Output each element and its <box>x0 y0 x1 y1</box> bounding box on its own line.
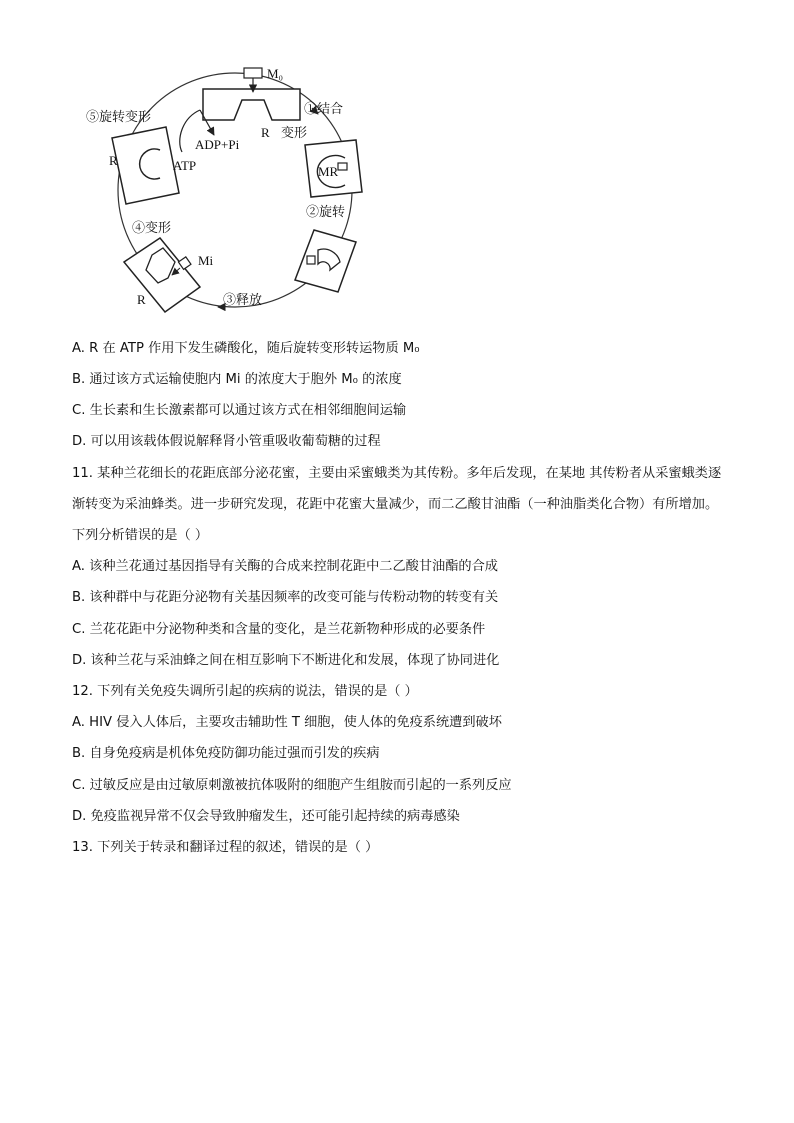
q11-option-c: C. 兰花花距中分泌物种类和含量的变化，是兰花新物种形成的必要条件 <box>72 622 486 637</box>
label-deform-top: 变形 <box>281 125 308 140</box>
q10-option-c: C. 生长素和生长激素都可以通过该方式在相邻细胞间运输 <box>72 403 407 418</box>
carrier-left <box>112 110 214 204</box>
m0-block <box>244 68 262 78</box>
q12-option-d: D. 免疫监视异常不仅会导致肿瘤发生，还可能引起持续的病毒感染 <box>72 809 460 824</box>
label-step5: ⑤旋转变形 <box>86 109 152 124</box>
label-r-top: R <box>261 125 270 140</box>
label-step1: ①结合 <box>304 101 344 116</box>
q11-option-a: A. 该种兰花通过基因指导有关酶的合成来控制花距中二乙酸甘油酯的合成 <box>72 559 498 574</box>
q12-option-b: B. 自身免疫病是机体免疫防御功能过强而引发的疾病 <box>72 746 380 761</box>
carrier-lower-right <box>295 230 356 292</box>
label-step2: ②旋转 <box>306 204 346 219</box>
q12-option-a: A. HIV 侵入人体后，主要攻击辅助性 T 细胞，使人体的免疫系统遭到破坏 <box>72 715 502 730</box>
q11-option-d: D. 该种兰花与采油蜂之间在相互影响下不断进化和发展，体现了协同进化 <box>72 653 500 668</box>
q10-option-a: A. R 在 ATP 作用下发生磷酸化，随后旋转变形转运物质 M₀ <box>72 341 420 356</box>
carrier-top <box>203 68 300 120</box>
label-adp: ADP+Pi <box>195 137 240 152</box>
q11-stem: 11. 某种兰花细长的花距底部分泌花蜜，主要由采蜜蛾类为其传粉。多年后发现，在某地 其传粉者从采蜜蛾类逐渐转变为采油蜂类。进一步研究发现，花距中花蜜大量减少，而二乙酸甘油酯（一种油脂类化合物）有所增加。下列分析错误的是（ ） <box>72 466 722 543</box>
q12-stem: 12. 下列有关免疫失调所引起的疾病的说法，错误的是（ ） <box>72 684 418 699</box>
carrier-cycle-diagram <box>60 58 390 328</box>
carrier-bottom-left <box>124 238 200 312</box>
label-mr: MR <box>318 164 339 179</box>
q11-option-b: B. 该种群中与花距分泌物有关基因频率的改变可能与传粉动物的转变有关 <box>72 590 499 605</box>
label-step4: ④变形 <box>132 220 172 235</box>
q10-option-b: B. 通过该方式运输使胞内 Mi 的浓度大于胞外 M₀ 的浓度 <box>72 372 402 387</box>
q10-option-d: D. 可以用该载体假说解释肾小管重吸收葡萄糖的过程 <box>72 434 381 449</box>
label-mi: Mi <box>198 253 214 268</box>
label-step3: ③释放 <box>223 292 263 307</box>
label-r-bottom: R <box>137 292 146 307</box>
label-m0: M₀ <box>267 66 284 81</box>
label-r-left: R <box>109 153 118 168</box>
q13-stem: 13. 下列关于转录和翻译过程的叙述，错误的是（ ） <box>72 840 379 855</box>
q12-option-c: C. 过敏反应是由过敏原刺激被抗体吸附的细胞产生组胺而引起的一系列反应 <box>72 778 512 793</box>
label-atp: ATP <box>173 158 197 173</box>
